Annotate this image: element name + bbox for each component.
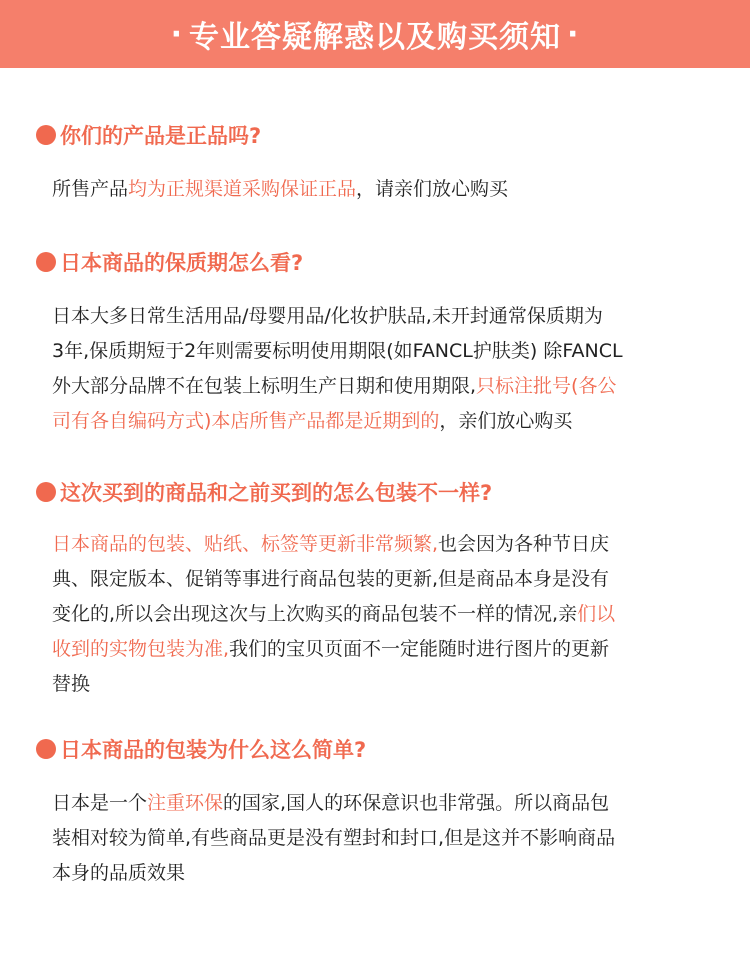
answer-highlight: 司有各自编码方式)本店所售产品都是近期到的 <box>52 410 440 432</box>
answer-line <box>52 597 714 632</box>
answer-text: 外大部分品牌不在包装上标明生产日期和使用期限, <box>52 375 477 397</box>
answer-text: 也会因为各种节日庆 <box>438 533 610 555</box>
bullet-dot-icon <box>36 252 56 272</box>
faq-section-authenticity <box>0 120 750 207</box>
question-text: 日本商品的保质期怎么看? <box>60 251 304 275</box>
answer-highlight: 们以 <box>577 603 616 625</box>
answer-line <box>52 369 714 404</box>
answer-highlight: 收到的实物包装为准, <box>52 638 230 660</box>
answer-line <box>52 527 714 562</box>
banner-dot-left: · <box>170 16 183 52</box>
faq-answer <box>36 299 714 439</box>
answer-highlight: 均为正规渠道采购保证正品 <box>128 178 357 200</box>
answer-highlight: 只标注批号(各公 <box>476 375 617 397</box>
answer-text: 日本是一个 <box>52 792 148 814</box>
bullet-dot-icon <box>36 482 56 502</box>
answer-line: 3年,保质期短于2年则需要标明使用期限(如FANCL护肤类) 除FANCL <box>52 340 623 362</box>
faq-section-simple-packaging <box>0 734 750 891</box>
banner-dot-right: · <box>567 16 580 52</box>
faq-answer <box>36 527 714 702</box>
faq-question <box>36 120 714 150</box>
answer-text: 我们的宝贝页面不一定能随时进行图片的更新 <box>229 638 610 660</box>
answer-text: ，亲们放心购买 <box>439 410 573 432</box>
question-text: 你们的产品是正品吗? <box>60 124 262 148</box>
bullet-dot-icon <box>36 125 56 145</box>
answer-highlight: 日本商品的包装、贴纸、标签等更新非常频繁, <box>52 533 439 555</box>
faq-section-packaging-change <box>0 477 750 702</box>
faq-answer <box>36 172 714 207</box>
answer-text: ，请亲们放心购买 <box>356 178 509 200</box>
answer-line: 替换 <box>52 673 91 695</box>
header-banner <box>0 0 750 68</box>
faq-question <box>36 247 714 277</box>
answer-line: 典、限定版本、促销等事进行商品包装的更新,但是商品本身是没有 <box>52 568 610 590</box>
answer-line: 装相对较为简单,有些商品更是没有塑封和封口,但是这并不影响商品 <box>52 827 616 849</box>
answer-highlight: 注重环保 <box>147 792 224 814</box>
faq-question <box>36 734 714 764</box>
answer-line <box>52 172 714 207</box>
answer-line <box>52 786 714 821</box>
answer-line: 日本大多日常生活用品/母婴用品/化妆护肤品,未开封通常保质期为 <box>52 305 603 327</box>
faq-question <box>36 477 714 507</box>
answer-line <box>52 404 714 439</box>
bullet-dot-icon <box>36 739 56 759</box>
faq-section-shelf-life <box>0 247 750 439</box>
answer-line <box>52 632 714 667</box>
faq-answer <box>36 786 714 891</box>
question-text: 这次买到的商品和之前买到的怎么包装不一样? <box>60 481 493 505</box>
answer-line: 本身的品质效果 <box>52 862 186 884</box>
answer-text: 所售产品 <box>52 178 129 200</box>
page-title: 专业答疑解惑以及购买须知 <box>189 20 561 55</box>
question-text: 日本商品的包装为什么这么简单? <box>60 738 367 762</box>
answer-text: 的国家,国人的环保意识也非常强。所以商品包 <box>223 792 610 814</box>
answer-text: 变化的,所以会出现这次与上次购买的商品包装不一样的情况,亲 <box>52 603 578 625</box>
